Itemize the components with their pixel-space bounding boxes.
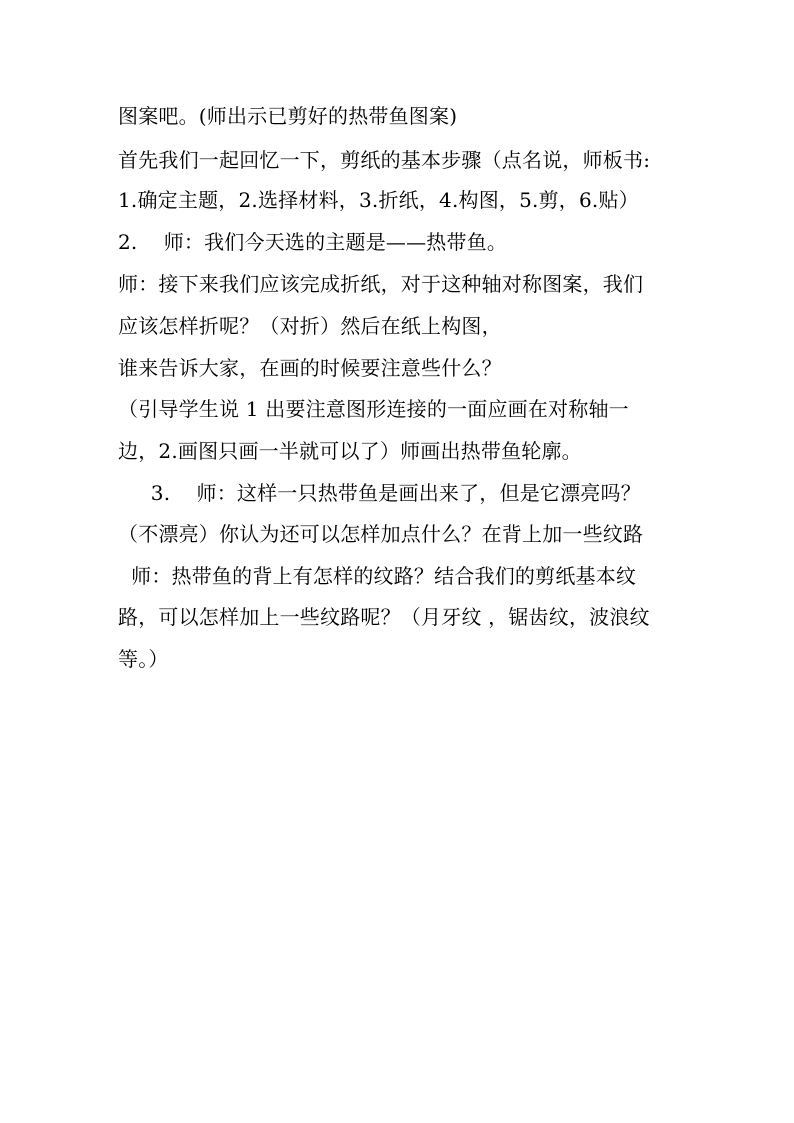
text-line-9: 边，2.画图只画一半就可以了）师画出热带鱼轮廓。: [118, 439, 582, 463]
text-line-11: （不漂亮）你认为还可以怎样加点什么？在背上加一些纹路: [118, 522, 644, 546]
text-line-4: 2. 师：我们今天选的主题是——热带鱼。: [118, 230, 508, 254]
text-line-5: 师：接下来我们应该完成折纸，对于这种轴对称图案，我们: [118, 272, 644, 296]
text-line-10: 3. 师：这样一只热带鱼是画出来了，但是它漂亮吗？: [118, 481, 641, 505]
text-line-14: 等。）: [118, 647, 169, 671]
text-line-2: 首先我们一起回忆一下，剪纸的基本步骤（点名说，师板书:: [118, 148, 651, 172]
text-line-12: 师：热带鱼的背上有怎样的纹路？结合我们的剪纸基本纹: [118, 564, 637, 588]
text-line-7: 谁来告诉大家，在画的时候要注意些什么？: [118, 356, 502, 380]
text-line-3: 1.确定主题，2.选择材料，3.折纸，4.构图，5.剪，6.贴）: [118, 188, 639, 212]
text-line-13: 路，可以怎样加上一些纹路呢？（月牙纹 ，锯齿纹，波浪纹: [118, 605, 650, 629]
text-line-1: 图案吧。(师出示已剪好的热带鱼图案): [118, 104, 458, 128]
text-line-8: （引导学生说 1 出要注意图形连接的一面应画在对称轴一: [118, 397, 629, 421]
text-line-6: 应该怎样折呢？（对折）然后在纸上构图，: [118, 314, 502, 338]
